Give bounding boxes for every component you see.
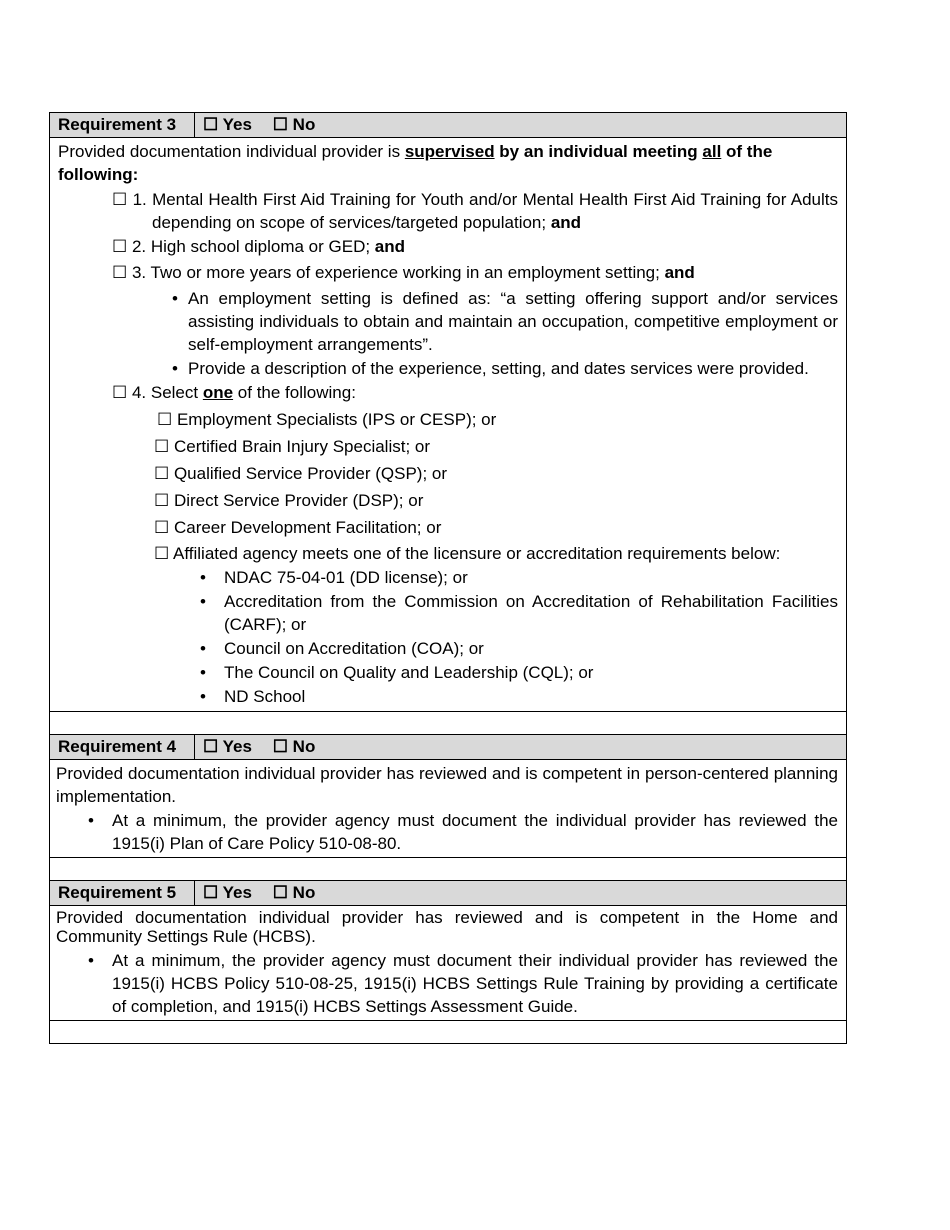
requirement-4-content bbox=[50, 760, 847, 858]
item-2-text: ☐ 2. High school diploma or GED; bbox=[112, 237, 375, 256]
requirement-5-intro: Provided documentation individual provider has reviewed and is competent in the Home and Community Settings Rule (HCBS). bbox=[56, 908, 838, 946]
requirement-3-options bbox=[195, 113, 847, 138]
item-2-checkbox[interactable] bbox=[56, 235, 838, 258]
requirement-4-options bbox=[195, 735, 847, 760]
intro-text: Provided documentation individual provider is bbox=[58, 142, 405, 161]
requirement-5-yes-checkbox[interactable]: ☐ Yes bbox=[203, 883, 252, 902]
item-4-text-end: of the following: bbox=[233, 383, 356, 402]
requirement-4-bullet-list bbox=[56, 809, 838, 855]
option-dsp-checkbox[interactable]: ☐ Direct Service Provider (DSP); or bbox=[154, 491, 424, 510]
item-3-checkbox[interactable] bbox=[56, 261, 838, 284]
intro-emphasis-following: of the following: bbox=[58, 142, 773, 184]
spacer-row bbox=[50, 858, 847, 881]
item-1-text: ☐ 1. Mental Health First Aid Training for Youth and/or Mental Health First Aid Training for Adults depending on scope of services/targeted population; bbox=[112, 190, 838, 232]
requirement-5-options bbox=[195, 881, 847, 906]
item-4-text: ☐ 4. Select bbox=[112, 383, 203, 402]
requirement-5-body bbox=[50, 906, 847, 1021]
item-3-and: and bbox=[664, 263, 695, 282]
spacer-row bbox=[50, 1021, 847, 1044]
requirement-4-no-checkbox[interactable]: ☐ No bbox=[272, 737, 316, 756]
requirements-document bbox=[49, 112, 846, 1044]
item-3-bullet-list bbox=[56, 287, 838, 380]
requirement-3-yes-checkbox[interactable]: ☐ Yes bbox=[203, 115, 252, 134]
option-brain-injury-checkbox[interactable]: ☐ Certified Brain Injury Specialist; or bbox=[154, 437, 431, 456]
requirement-3-intro bbox=[56, 140, 838, 186]
requirement-3-label: Requirement 3 bbox=[50, 113, 195, 138]
accreditation-list bbox=[56, 566, 838, 708]
item-4-checkbox[interactable] bbox=[56, 381, 838, 404]
intro-emphasis-by: by an individual meeting bbox=[494, 142, 703, 161]
requirement-4-header bbox=[50, 735, 847, 760]
requirement-4-yes-checkbox[interactable]: ☐ Yes bbox=[203, 737, 252, 756]
requirement-5-no-checkbox[interactable]: ☐ No bbox=[272, 883, 316, 902]
list-item: • Accreditation from the Commission on Accreditation of Rehabilitation Facilities (CARF); or bbox=[56, 590, 838, 636]
item-2-and: and bbox=[374, 237, 406, 256]
option-career-development-checkbox[interactable]: ☐ Career Development Facilitation; or bbox=[154, 518, 442, 537]
item-1-and: and bbox=[550, 213, 582, 232]
requirement-4-body bbox=[50, 760, 847, 858]
list-item: • NDAC 75-04-01 (DD license); or bbox=[56, 566, 838, 589]
requirement-5-content bbox=[50, 906, 847, 1021]
requirement-5-header bbox=[50, 881, 847, 906]
item-4-one: one bbox=[202, 383, 234, 402]
option-affiliated-agency-checkbox[interactable]: ☐ Affiliated agency meets one of the licensure or accreditation requirements below: bbox=[154, 544, 781, 563]
list-item: • Provide a description of the experience, setting, and dates services were provided. bbox=[56, 357, 838, 380]
spacer-cell bbox=[50, 712, 847, 735]
requirements-table bbox=[49, 112, 847, 1044]
list-item: • The Council on Quality and Leadership (CQL); or bbox=[56, 661, 838, 684]
requirement-4-intro: Provided documentation individual provider has reviewed and is competent in person-centered planning implementation. bbox=[56, 764, 838, 806]
spacer-cell bbox=[50, 1021, 847, 1044]
list-item: • Council on Accreditation (COA); or bbox=[56, 637, 838, 660]
item-1-checkbox[interactable] bbox=[56, 188, 838, 234]
list-item: • At a minimum, the provider agency must document their individual provider has reviewed the 1915(i) HCBS Policy 510-08-25, 1915(i) HCBS Settings Rule Training by providing a certificate of completion, and 1915(i) HCBS Settings Assessment Guide. bbox=[56, 949, 838, 1018]
list-item: • ND School bbox=[56, 685, 838, 708]
requirement-3-no-checkbox[interactable]: ☐ No bbox=[272, 115, 316, 134]
spacer-cell bbox=[50, 858, 847, 881]
item-3-text: ☐ 3. Two or more years of experience working in an employment setting; bbox=[112, 263, 665, 282]
requirement-4-label: Requirement 4 bbox=[50, 735, 195, 760]
list-item: • At a minimum, the provider agency must document the individual provider has reviewed the 1915(i) Plan of Care Policy 510-08-80. bbox=[56, 809, 838, 855]
requirement-3-header bbox=[50, 113, 847, 138]
intro-emphasis-supervised: supervised bbox=[404, 142, 495, 161]
option-qsp-checkbox[interactable]: ☐ Qualified Service Provider (QSP); or bbox=[154, 464, 448, 483]
requirement-3-content bbox=[50, 138, 847, 712]
spacer-row bbox=[50, 712, 847, 735]
requirement-5-label: Requirement 5 bbox=[50, 881, 195, 906]
requirement-5-bullet-list bbox=[56, 949, 838, 1018]
intro-emphasis-all: all bbox=[702, 142, 722, 161]
option-employment-specialists-checkbox[interactable]: ☐ Employment Specialists (IPS or CESP); or bbox=[157, 410, 497, 429]
list-item: • An employment setting is defined as: “a setting offering support and/or services assisting individuals to obtain and maintain an occupation, competitive employment or self-employment arrangements”. bbox=[56, 287, 838, 356]
requirement-3-body bbox=[50, 138, 847, 712]
